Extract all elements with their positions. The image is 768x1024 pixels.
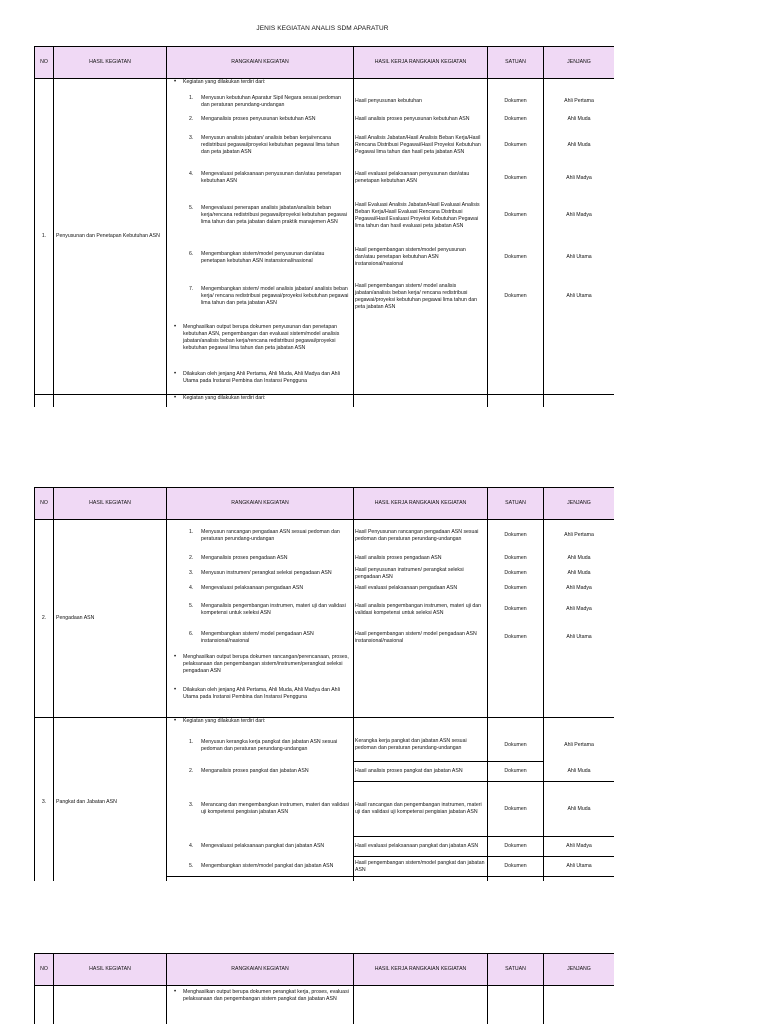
step-number: 4. [189,171,194,177]
step-number: 2. [189,115,194,122]
header-hasil-kerja: HASIL KERJA RANGKAIAN KEGIATAN [354,47,488,79]
jenjang: Ahli Madya [544,165,615,192]
hasil-kerja: Hasil analisis proses pangkat dan jabatan ASN [354,762,488,782]
jenjang: Ahli Pertama [544,730,615,762]
jenjang: Ahli Muda [544,782,615,837]
output-text: • Menghasilkan output berupa dokumen rancangan/perencanaan, proses, pelaksanaan dan pengembangan sistem/instrumen/perangkat seleksi pengadaan ASN [169,654,351,675]
step-number: 1. [189,528,194,535]
page-1 [34,46,614,416]
satuan: Dokumen [488,596,544,624]
step-number: 1. [189,738,194,745]
step-text: Mengembangkan sistem/model pangkat dan jabatan ASN [201,862,334,869]
hasil-kerja: Hasil rancangan dan pengembangan instrumen, materi uji dan validasi uji kompetensi pengisian jabatan ASN [354,782,488,837]
satuan: Dokumen [488,730,544,762]
jenjang: Ahli Madya [544,582,615,596]
hasil-kerja: Hasil evaluasi pelaksanaan pangkat dan jabatan ASN [354,837,488,857]
hasil-kerja: Hasil pengembangan sistem/model pangkat dan jabatan ASN [354,857,488,877]
lead-text: • Kegiatan yang dilakukan terdiri dari: [169,718,351,725]
satuan: Dokumen [488,857,544,877]
pelaksana-text: • Dilakukan oleh jenjang Ahli Pertama, Ahli Muda, Ahli Madya dan Ahli Utama pada Instansi Pembina dan Instansi Pengguna [169,371,351,385]
step-text: Merancang dan mengembangkan instrumen, materi dan validasi uji kompetensi pengisian jabatan ASN [201,802,349,815]
step-text: Mengevaluasi pelaksanaan penyusunan dan/atau penetapan kebutuhan ASN [201,171,342,184]
hasil-kerja: Hasil evaluasi pelaksanaan pengadaan ASN [354,582,488,596]
step-text: Menyusun instrumen/ perangkat seleksi pengadaan ASN [201,570,332,576]
table-header [35,488,615,520]
header-jenjang: JENJANG [544,47,615,79]
activity-table-1 [34,46,614,407]
table-header [35,954,615,986]
step-number: 2. [189,555,194,561]
header-satuan: SATUAN [488,47,544,79]
jenjang: Ahli Muda [544,552,615,566]
hasil-kerja: Hasil pengembangan sistem/ model analisis jabatan/analisis beban kerja/ rencana redistribusi pegawai/proyeksi kebutuhan pegawai lima tahun dan peta jabatan ASN [354,276,488,318]
hasil-kegiatan: Pangkat dan Jabatan ASN [54,718,167,882]
step-text: Mengembangkan sistem/ model analisis jabatan/ analisis beban kerja/ rencana redistribusi pegawai/proyeksi kebutuhan pegawai lima tahun dan peta jabatan ASN [201,286,349,306]
satuan: Dokumen [488,837,544,857]
satuan: Dokumen [488,92,544,112]
jenjang: Ahli Muda [544,762,615,782]
satuan: Dokumen [488,762,544,782]
hasil-kerja: Hasil evaluasi pelaksanaan penyusunan dan/atau penetapan kebutuhan ASN [354,165,488,192]
row-number: 2. [35,520,54,718]
jenjang: Ahli Madya [544,837,615,857]
satuan: Dokumen [488,127,544,165]
hasil-kerja: Hasil pengembangan sistem/model penyusunan dan/atau penetapan kebutuhan ASN instansional/nasional [354,240,488,276]
header-satuan: SATUAN [488,488,544,520]
step-number: 6. [189,630,194,637]
hasil-kerja: Hasil penyusunan kebutuhan [354,92,488,112]
hasil-kegiatan: Penyusunan dan Penetapan Kebutuhan ASN [54,79,167,395]
hasil-kerja: Hasil Penyusunan rancangan pengadaan ASN sesuai pedoman dan peraturan perundang-undangan [354,520,488,552]
hasil-kerja: Hasil penyusunan instrumen/ perangkat seleksi pengadaan ASN [354,566,488,582]
header-rangkaian-kegiatan: RANGKAIAN KEGIATAN [167,954,354,986]
hasil-kerja: Hasil analisis pengembangan instrumen, materi uji dan validasi kompetensi untuk seleksi ASN [354,596,488,624]
table-header [35,47,615,79]
step-text: Mengevaluasi penerapan analisis jabatan/analisis beban kerja/rencana redistribusi pegawai/proyeksi kebutuhan pegawai lima tahun dan peta jabatan dalam praktik manajemen ASN [201,205,347,225]
step-text: Mengembangkan sistem/ model pengadaan ASN instansional/nasional [201,630,314,644]
jenjang: Ahli Madya [544,192,615,240]
step-number: 1. [189,94,194,101]
step-number: 4. [189,843,194,849]
header-rangkaian-kegiatan: RANGKAIAN KEGIATAN [167,47,354,79]
step-number: 4. [189,585,194,591]
jenjang: Ahli Utama [544,240,615,276]
header-hasil-kegiatan: HASIL KEGIATAN [54,954,167,986]
jenjang: Ahli Muda [544,127,615,165]
step-text: Menganalisis proses pangkat dan jabatan ASN [201,768,309,774]
jenjang: Ahli Madya [544,596,615,624]
activity-table-2 [34,487,614,881]
jenjang: Ahli Pertama [544,520,615,552]
step-number: 7. [189,286,194,292]
lead-text: • Kegiatan yang dilakukan terdiri dari: [169,79,351,86]
output-text: • Menghasilkan output berupa dokumen perangkat kerja, proses, evaluasi pelaksanaan dan pengembangan sistem pangkat dan jabatan ASN [169,989,351,1003]
hasil-kerja: Hasil pengembangan sistem/ model pengadaan ASN instansional/nasional [354,624,488,652]
hasil-kerja: Hasil analisis proses penyusunan kebutuhan ASN [354,112,488,127]
document-title: JENIS KEGIATAN ANALIS SDM APARATUR [256,25,389,32]
table-row [35,520,615,552]
row-number: 1. [35,79,54,395]
step-text: Menyusun rancangan pengadaan ASN sesuai pedoman dan peraturan perundang-undangan [201,528,340,542]
lead-text: • Kegiatan yang dilakukan terdiri dari: [169,395,351,402]
header-jenjang: JENJANG [544,954,615,986]
satuan: Dokumen [488,552,544,566]
header-jenjang: JENJANG [544,488,615,520]
satuan: Dokumen [488,192,544,240]
pelaksana-text: • Dilakukan oleh jenjang Ahli Pertama, Ahli Muda, Ahli Madya dan Ahli Utama pada Instansi Pembina dan Instansi Pengguna [169,687,351,701]
step-number: 3. [189,135,194,141]
output-text: • Menghasilkan output berupa dokumen penyusunan dan penetapan kebutuhan ASN, pengembangan dan evaluasi sistem/model analisis jabatan/analisis beban kerja/rencana redistribusi pegawai/proyeksi kebutuhan pegawai lima tahun dan peta jabatan ASN [169,324,351,352]
step-text: Mengevaluasi pelaksanaan pengadaan ASN [201,585,304,591]
hasil-kerja: Hasil Analisis Jabatan/Hasil Analisis Beban Kerja/Hasil Rencana Distribusi Pegawai/Hasil Proyeksi Kebutuhan Pegawai lima tahun dan hasil peta jabatan ASN [354,127,488,165]
step-text: Menganalisis pengembangan instrumen, materi uji dan validasi kompetensi untuk seleksi ASN [201,602,346,616]
step-text: Menganalisis proses penyusunan kebutuhan ASN [201,115,316,122]
step-number: 2. [189,768,194,774]
satuan: Dokumen [488,112,544,127]
step-number: 5. [189,862,194,869]
step-text: Menganalisis proses pengadaan ASN [201,555,288,561]
satuan: Dokumen [488,582,544,596]
step-text: Mengevaluasi pelaksanaan pangkat dan jabatan ASN [201,843,325,849]
step-text: Mengembangkan sistem/model penyusunan dan/atau penetapan kebutuhan ASN instansional/nasional [201,250,325,264]
row-number: 3. [35,718,54,882]
header-no: NO [35,488,54,520]
step-number: 5. [189,602,194,609]
satuan: Dokumen [488,520,544,552]
header-hasil-kegiatan: HASIL KEGIATAN [54,47,167,79]
step-number: 5. [189,205,194,211]
page-2 [34,487,614,881]
step-number: 3. [189,802,194,808]
header-hasil-kegiatan: HASIL KEGIATAN [54,488,167,520]
step-number: 6. [189,250,194,257]
satuan: Dokumen [488,566,544,582]
hasil-kerja: Kerangka kerja pangkat dan jabatan ASN sesuai pedoman dan peraturan perundang-undangan [354,730,488,762]
header-no: NO [35,47,54,79]
header-satuan: SATUAN [488,954,544,986]
step-text: Menyusun kebutuhan Aparatur Sipil Negara sesuai pedoman dan peraturan perundang-undangan [201,94,341,108]
header-no: NO [35,954,54,986]
jenjang: Ahli Utama [544,857,615,877]
satuan: Dokumen [488,240,544,276]
satuan: Dokumen [488,165,544,192]
header-rangkaian-kegiatan: RANGKAIAN KEGIATAN [167,488,354,520]
header-hasil-kerja: HASIL KERJA RANGKAIAN KEGIATAN [354,954,488,986]
activity-table-3 [34,953,614,1024]
step-text: Menyusun analisis jabatan/ analisis beban kerja/rencana redistribusi pegawai/proyeksi kebutuhan pegawai lima tahun dan peta jabatan ASN [201,135,340,155]
step-text: Menyusun kerangka kerja pangkat dan jabatan ASN sesuai pedoman dan peraturan perundang-undangan [201,738,338,752]
satuan: Dokumen [488,276,544,318]
jenjang: Ahli Muda [544,112,615,127]
step-number: 3. [189,570,194,576]
satuan: Dokumen [488,782,544,837]
satuan: Dokumen [488,624,544,652]
jenjang: Ahli Muda [544,566,615,582]
page-3 [34,953,614,1024]
hasil-kerja: Hasil analisis proses pengadaan ASN [354,552,488,566]
jenjang: Ahli Utama [544,276,615,318]
hasil-kegiatan: Pengadaan ASN [54,520,167,718]
hasil-kerja: Hasil Evaluasi Analisis Jabatan/Hasil Evaluasi Analisis Beban Kerja/Hasil Evaluasi Rencana Distribusi Pegawai/Hasil Evaluasi Proyeksi Kebutuhan Pegawai lima tahun dan hasil evaluasi peta jabatan ASN [354,192,488,240]
jenjang: Ahli Utama [544,624,615,652]
jenjang: Ahli Pertama [544,92,615,112]
header-hasil-kerja: HASIL KERJA RANGKAIAN KEGIATAN [354,488,488,520]
